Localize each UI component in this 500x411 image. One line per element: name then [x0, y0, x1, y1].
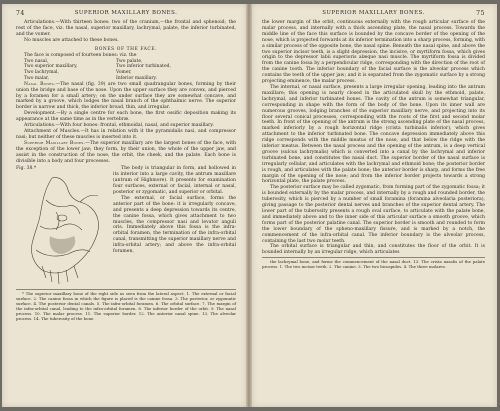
nasal-articulations-paragraph: Articulations.—With four bones: frontal, ethmoidal, nasal, and superior maxillary.: [24, 123, 214, 129]
bones-table-cell: Inferior maxillary.: [116, 75, 157, 81]
superior-maxillary-paragraph: [16, 141, 236, 165]
facial-surface-continuation: the lower margin of the orbit, continuous externally with the rough articular surface of the malar process, and internally with a thick ascending plate, the nasal process. Towards the middle line of the face this surface is bounded by the concave border of the opening of the nose, which is projected forwards at its inferior termination into a sharp process, forming, with a similar process of the opposite bone, the nasal spine. Beneath the nasal spine, and above the two superior incisor teeth, is a slight depression, the incisive, or myrtiform fossa, which gives origin to the depressor labii superioris alæque nasi muscle. The myrtiform fossa is divided from the canine fossa by a perpendicular ridge, corresponding with the direction of the root of the canine tooth. The inferior boundary of the facial surface is the alveolar process which contains the teeth of the upper jaw; and it is separated from the zygomatic surface by a strong projecting eminence, the malar process.: [262, 20, 485, 85]
bones-table-cell: Two lachrymal,: [24, 70, 59, 76]
articulations-paragraph: Articulations.—With thirteen bones: two of the cranium,—the frontal and sphenoid; the rest of the face, viz. the nasal, superior maxillary, lachrymal, palate, the inferior turbinated, and the vomer.: [16, 20, 236, 37]
footnote-rule: [16, 289, 236, 290]
orbital-surface-paragraph: The orbital surface is triangular and thin, and constitutes the floor of the orbit. It is bounded internally by an irregular ridge, which articulates: [262, 244, 485, 256]
right-running-head: [262, 10, 485, 20]
right-footnote-rule: [262, 257, 485, 258]
bones-table-cell: Vomer,: [116, 70, 132, 76]
left-running-head: [16, 10, 236, 20]
zygomatic-surface-paragraph: The posterior surface may be called zygomatic, from forming part of the zygomatic fossa; it is bounded externally by the malar process, and internally by a rough and rounded border, the tuberosity, which is pierced by a number of small foramina (foramina alveolaria posteriora), giving passage to the posterior dental nerves and branches of the superior dental artery. The lower part of the tuberosity presents a rough oval surface, to articulate with the palate bone, and immediately above and to the inner side of this articular surface a smooth groove, which forms part of the posterior palatine canal. The superior border is smooth and rounded to form the lower boundary of the spheno-maxillary fissure, and is marked by a notch, the commencement of the infra-orbital canal. The inferior boundary is the alveolar process, containing the last two molar teeth.: [262, 185, 485, 244]
left-running-head-title: SUPERIOR MAXILLARY BONES.: [74, 10, 178, 16]
nasal-attachment-paragraph: Attachment of Muscles.—It has in relation with it the pyramidalis nasi, and compressor nasi; but neither of these muscles is inserted into it.: [16, 128, 236, 140]
nasal-surface-paragraph: The internal, or nasal surface, presents a large irregular opening, leading into the antrum maxillare; this opening is nearly closed in the articulated skull by the ethmoid, palate, lachrymal, and inferior turbinated bones. The cavity of the antrum is somewhat triangular, corresponding in shape with the form of the body of the bone. Upon its inner wall are numerous grooves, lodging branches of the superior maxillary nerve, and projecting into its floor several conical processes, corresponding with the roots of the first and second molar teeth. In front of the opening of the antrum is the strong ascending plate of the nasal process, marked inferiorly by a rough horizontal ridge (crista turbinalis inferior), which gives attachment to the inferior turbinated bone. The concave depression immediately above this ridge corresponds with the middle meatus of the nose, and that below the ridge with the inferior meatus. Between the nasal process and the opening of the antrum, is a deep vertical groove (sulcus lachrymalis) which is converted into a canal by the lachrymal and inferior turbinated bone, and constitutes the nasal duct. The superior border of the nasal surface is irregularly cellular, and articulates with the lachrymal and ethmoid bone; the posterior border is rough, and articulates with the palate bone; the anterior border is sharp, and forms the free margin of the opening of the nose; and from the inferior border projects towards a strong horizontal plate, the palate process.: [262, 84, 485, 185]
left-page: [2, 4, 246, 407]
figure-side-text: [113, 166, 236, 288]
maxillary-bone-figure: [16, 166, 108, 288]
figure-label: Fig. 38.*: [16, 166, 37, 172]
right-running-head-title: SUPERIOR MAXILLARY BONES.: [322, 10, 425, 16]
superior-maxillary-text: —The superior maxillary are the largest bones of the face, with the exception of the lower jaw; they form, by their union, the whole of the upper jaw, and assist in the construction of the nose, the orbit, the cheek, and the palate. Each bone is divisible into a body and four processes.: [16, 140, 236, 164]
maxillary-bone-illustration: [16, 166, 108, 288]
left-page-number: 74: [16, 10, 25, 17]
nasal-bones-paragraph: [16, 82, 236, 112]
figure-block: [16, 166, 236, 288]
bones-table-cell: Two palate,: [116, 58, 143, 64]
right-page-number: 75: [476, 10, 485, 17]
bones-table-cell: Two nasal,: [24, 58, 49, 64]
bones-table-cell: Two inferior turbinated,: [116, 64, 171, 70]
no-muscles-paragraph: No muscles are attached to these bones.: [24, 37, 119, 43]
nasal-bones-text: —The nasal (fig. 39) are two small quadrangular bones, forming by their union the bridge and base of the nose. Upon the upper surface they are convex, and pierced by a foramen for a small artery; on the under surface they are somewhat concave, and marked by a groove, which lodges the nasal branch of the ophthalmic nerve. The superior border is narrow and thick, the inferior broad, thin, and irregular.: [16, 81, 236, 111]
bones-table-cell: Two superior maxillary,: [24, 64, 78, 70]
right-footnote: the lachrymal bone, and forms the commencement of the nasal duct. 13. The crista nasalis of the palate process. 1. The two incisor teeth. 2. The canine. 3. The two bicuspides. 4. The three molares.: [262, 259, 485, 270]
bones-table-title: BONES OF THE FACE.: [94, 46, 158, 52]
bones-table: [16, 59, 236, 82]
right-page: [252, 4, 497, 407]
superior-maxillary-heading: Superior Maxillary Bones.: [24, 140, 86, 146]
nasal-bones-heading: Nasal Bones.: [24, 81, 56, 87]
figure-caption: * The superior maxillary bone of the right side as seen from the lateral aspect. 1. The external or facial surface. 2. The canine fossa in which the figure is placed is the canine fossa. 3. The posterior, or zygomatic surface. 4. The posterior dental canals. 5. The infra-orbital foramen. 6. The orbital surface. 7. The margin of the infra-orbital canal, leading to the infra-orbital foramen. 8. The inferior border of the orbit. 9. The nasal process. 10. The malar process. 11. The superior border. 12. The anterior nasal spine. 13. The alveolar process. 14. The tuberosity of the bone.: [16, 291, 236, 321]
external-surface-paragraph: The external, or facial surface, forms the anterior part of the bone: it is irregularly concave, and presents a deep depression towards its centre, the canine fossa, which gives attachment to two muscles, the compressor nasi and levator anguli oris. Immediately above this fossa is the infra-orbital foramen, the termination of the infra-orbital canal, transmitting the superior maxillary nerve and infra-orbital artery; and above the infra-orbital foramen,: [113, 195, 236, 255]
body-triangular-paragraph: The body is triangular in form, and hollowed in its interior into a large cavity, the antrum maxillare (antrum of Highmore). It presents for examination four surfaces, external or facial, internal or nasal, posterior or zygomatic, and superior or orbital.: [113, 166, 236, 196]
nasal-development-paragraph: Development.—By a single centre for each bone, the first ossific deposition making its appearance at the same time as in the vertebræ.: [16, 111, 236, 123]
bones-table-intro: The face is composed of fourteen bones: viz. the: [24, 52, 137, 58]
bones-table-cell: Two malar,: [24, 75, 49, 81]
